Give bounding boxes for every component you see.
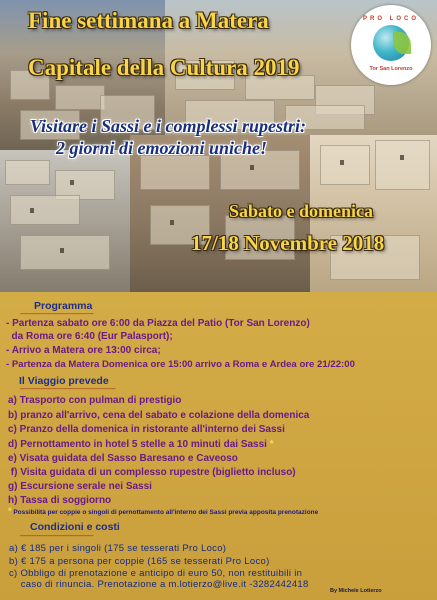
condizioni-line: c) Obbligo di prenotazione e anticipo di euro 50, non restituibili in (9, 568, 303, 579)
title-line-2: Capitale della Cultura 2019 (28, 55, 300, 80)
condizioni-line: b) € 175 a persona per coppie (165 se tesserati Pro Loco) (9, 556, 270, 567)
logo-bottom-text: Tor San Lorenzo (369, 66, 413, 72)
programma-heading: Programma (34, 300, 93, 312)
star-icon: * (8, 506, 12, 516)
condizioni-line: a) € 185 per i singoli (175 se tesserati Pro Loco) (9, 543, 227, 554)
viaggio-item: h) Tassa di soggiorno (8, 495, 112, 506)
logo-leaf-icon (393, 32, 411, 54)
viaggio-item: d) Pernottamento in hotel 5 stelle a 10 minuti dai Sassi * (8, 439, 274, 450)
condizioni-line: caso di rinuncia. Prenotazione a m.lotierzo@live.it -3282442418 (9, 579, 309, 590)
tagline-line-1: Visitare i Sassi e i complessi rupestri: (30, 116, 307, 136)
viaggio-item: a) Trasporto con pulman di prestigio (8, 395, 182, 406)
title-line-1: Fine settimana a Matera (28, 8, 269, 33)
viaggio-item: g) Escursione serale nei Sassi (8, 481, 152, 492)
divider: ---------------------------------------------------- (20, 386, 116, 393)
viaggio-item: c) Pranzo della domenica in ristorante all'interno dei Sassi (8, 424, 285, 435)
divider: ---------------------------------------- (20, 311, 94, 318)
programma-line: - Partenza sabato ore 6:00 da Piazza del Patio (Tor San Lorenzo) (6, 318, 310, 329)
star-icon: * (269, 439, 274, 450)
viaggio-item: f) Visita guidata di un complesso rupestre (biglietto incluso) (8, 467, 296, 478)
credit: By Michele Lotierzo (330, 588, 382, 594)
divider: ---------------------------------------- (20, 533, 94, 540)
viaggio-item: e) Visata guidata del Sasso Baresano e Caveoso (8, 453, 238, 464)
logo-top-text: PRO LOCO (362, 16, 419, 22)
programma-line: da Roma ore 6:40 (Eur Palasport); (6, 331, 173, 342)
viaggio-heading: Il Viaggio prevede (19, 375, 109, 387)
tagline-line-2: 2 giorni di emozioni uniche! (56, 138, 268, 158)
dates-line-1: Sabato e domenica (229, 201, 373, 221)
viaggio-item: b) pranzo all'arrivo, cena del sabato e colazione della domenica (8, 410, 310, 421)
programma-line: - Arrivo a Matera ore 13:00 circa; (6, 345, 161, 356)
dates-line-2: 17/18 Novembre 2018 (191, 231, 385, 255)
condizioni-heading: Condizioni e costi (30, 521, 120, 533)
viaggio-note: * Possibilità per coppie o singoli di pernottamento all'interno dei Sassi previa apposita prenotazione (8, 506, 319, 516)
matera-photo-3 (0, 150, 130, 292)
pro-loco-logo (351, 5, 431, 85)
programma-line: - Partenza da Matera Domenica ore 15:00 arrivo a Roma e Ardea ore 21/22:00 (6, 359, 355, 370)
